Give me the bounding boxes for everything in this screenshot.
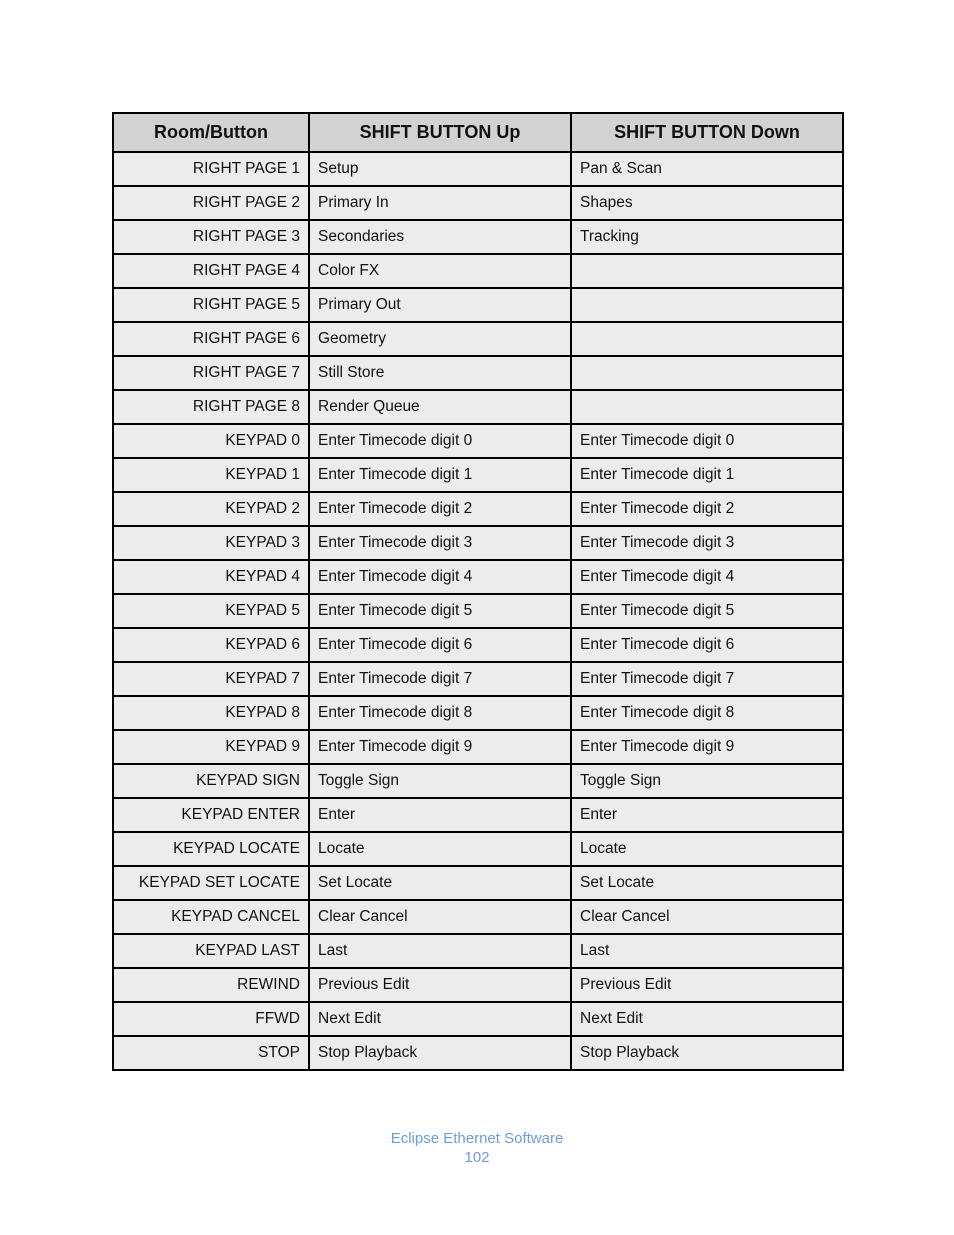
page-number: 102 bbox=[464, 1149, 490, 1166]
cell-shift-up: Enter bbox=[309, 798, 571, 832]
cell-shift-up: Color FX bbox=[309, 254, 571, 288]
table-row bbox=[113, 968, 843, 1002]
table-row bbox=[113, 866, 843, 900]
cell-shift-down: Stop Playback bbox=[571, 1036, 843, 1070]
cell-shift-down: Enter Timecode digit 7 bbox=[571, 662, 843, 696]
cell-room-button: STOP bbox=[113, 1036, 309, 1070]
cell-room-button: KEYPAD 2 bbox=[113, 492, 309, 526]
cell-shift-up: Locate bbox=[309, 832, 571, 866]
table-row bbox=[113, 1002, 843, 1036]
cell-room-button: KEYPAD 8 bbox=[113, 696, 309, 730]
cell-shift-down: Pan & Scan bbox=[571, 152, 843, 186]
cell-shift-down: Locate bbox=[571, 832, 843, 866]
cell-shift-up: Enter Timecode digit 0 bbox=[309, 424, 571, 458]
table-row bbox=[113, 560, 843, 594]
table-row bbox=[113, 322, 843, 356]
table-body bbox=[113, 152, 843, 1070]
cell-shift-up: Enter Timecode digit 4 bbox=[309, 560, 571, 594]
cell-room-button: KEYPAD 3 bbox=[113, 526, 309, 560]
table-row bbox=[113, 254, 843, 288]
header-room-button: Room/Button bbox=[113, 113, 309, 152]
cell-room-button: KEYPAD CANCEL bbox=[113, 900, 309, 934]
table-row bbox=[113, 356, 843, 390]
cell-shift-up: Enter Timecode digit 2 bbox=[309, 492, 571, 526]
table-row bbox=[113, 594, 843, 628]
cell-shift-up: Primary Out bbox=[309, 288, 571, 322]
cell-room-button: RIGHT PAGE 1 bbox=[113, 152, 309, 186]
cell-room-button: KEYPAD 6 bbox=[113, 628, 309, 662]
cell-shift-down: Enter Timecode digit 8 bbox=[571, 696, 843, 730]
cell-shift-up: Next Edit bbox=[309, 1002, 571, 1036]
header-shift-up: SHIFT BUTTON Up bbox=[309, 113, 571, 152]
cell-shift-down bbox=[571, 390, 843, 424]
cell-shift-up: Primary In bbox=[309, 186, 571, 220]
cell-room-button: KEYPAD LOCATE bbox=[113, 832, 309, 866]
table-row bbox=[113, 628, 843, 662]
table-row bbox=[113, 900, 843, 934]
cell-shift-up: Enter Timecode digit 5 bbox=[309, 594, 571, 628]
cell-shift-down: Enter Timecode digit 9 bbox=[571, 730, 843, 764]
table-row bbox=[113, 526, 843, 560]
cell-room-button: RIGHT PAGE 4 bbox=[113, 254, 309, 288]
table-row bbox=[113, 288, 843, 322]
cell-shift-up: Toggle Sign bbox=[309, 764, 571, 798]
cell-shift-down bbox=[571, 322, 843, 356]
cell-shift-down bbox=[571, 356, 843, 390]
cell-shift-down: Clear Cancel bbox=[571, 900, 843, 934]
footer-title: Eclipse Ethernet Software bbox=[390, 1130, 564, 1147]
cell-shift-up: Clear Cancel bbox=[309, 900, 571, 934]
cell-shift-down bbox=[571, 254, 843, 288]
cell-room-button: KEYPAD SET LOCATE bbox=[113, 866, 309, 900]
cell-shift-down: Enter Timecode digit 6 bbox=[571, 628, 843, 662]
cell-shift-up: Last bbox=[309, 934, 571, 968]
cell-room-button: KEYPAD ENTER bbox=[113, 798, 309, 832]
cell-shift-up: Setup bbox=[309, 152, 571, 186]
cell-shift-up: Previous Edit bbox=[309, 968, 571, 1002]
table-row bbox=[113, 220, 843, 254]
button-mapping-table bbox=[112, 112, 844, 1071]
cell-room-button: RIGHT PAGE 2 bbox=[113, 186, 309, 220]
cell-shift-up: Stop Playback bbox=[309, 1036, 571, 1070]
cell-shift-up: Geometry bbox=[309, 322, 571, 356]
cell-shift-up: Enter Timecode digit 8 bbox=[309, 696, 571, 730]
cell-room-button: RIGHT PAGE 6 bbox=[113, 322, 309, 356]
cell-room-button: KEYPAD 5 bbox=[113, 594, 309, 628]
table-row bbox=[113, 832, 843, 866]
cell-shift-down: Enter bbox=[571, 798, 843, 832]
cell-shift-down: Enter Timecode digit 2 bbox=[571, 492, 843, 526]
cell-shift-down: Previous Edit bbox=[571, 968, 843, 1002]
cell-room-button: KEYPAD 9 bbox=[113, 730, 309, 764]
cell-shift-down: Shapes bbox=[571, 186, 843, 220]
cell-room-button: FFWD bbox=[113, 1002, 309, 1036]
cell-shift-down: Toggle Sign bbox=[571, 764, 843, 798]
cell-room-button: REWIND bbox=[113, 968, 309, 1002]
cell-shift-up: Render Queue bbox=[309, 390, 571, 424]
cell-room-button: KEYPAD 0 bbox=[113, 424, 309, 458]
cell-shift-up: Secondaries bbox=[309, 220, 571, 254]
cell-shift-down: Set Locate bbox=[571, 866, 843, 900]
cell-room-button: KEYPAD 1 bbox=[113, 458, 309, 492]
table-row bbox=[113, 390, 843, 424]
table-row bbox=[113, 186, 843, 220]
cell-shift-up: Enter Timecode digit 6 bbox=[309, 628, 571, 662]
table-row bbox=[113, 798, 843, 832]
cell-shift-up: Enter Timecode digit 1 bbox=[309, 458, 571, 492]
cell-shift-down: Last bbox=[571, 934, 843, 968]
table-row bbox=[113, 696, 843, 730]
cell-room-button: KEYPAD 4 bbox=[113, 560, 309, 594]
cell-shift-down: Enter Timecode digit 4 bbox=[571, 560, 843, 594]
cell-room-button: RIGHT PAGE 5 bbox=[113, 288, 309, 322]
header-shift-down: SHIFT BUTTON Down bbox=[571, 113, 843, 152]
cell-room-button: RIGHT PAGE 3 bbox=[113, 220, 309, 254]
cell-shift-up: Still Store bbox=[309, 356, 571, 390]
cell-room-button: RIGHT PAGE 8 bbox=[113, 390, 309, 424]
cell-shift-down: Next Edit bbox=[571, 1002, 843, 1036]
cell-shift-down: Enter Timecode digit 3 bbox=[571, 526, 843, 560]
cell-room-button: RIGHT PAGE 7 bbox=[113, 356, 309, 390]
cell-shift-up: Enter Timecode digit 3 bbox=[309, 526, 571, 560]
table-row bbox=[113, 730, 843, 764]
table-row bbox=[113, 764, 843, 798]
cell-shift-down: Enter Timecode digit 5 bbox=[571, 594, 843, 628]
cell-shift-up: Enter Timecode digit 7 bbox=[309, 662, 571, 696]
cell-shift-up: Enter Timecode digit 9 bbox=[309, 730, 571, 764]
cell-shift-down: Enter Timecode digit 0 bbox=[571, 424, 843, 458]
table-header-row bbox=[113, 113, 843, 152]
table-row bbox=[113, 458, 843, 492]
table-row bbox=[113, 1036, 843, 1070]
cell-shift-down bbox=[571, 288, 843, 322]
cell-shift-down: Enter Timecode digit 1 bbox=[571, 458, 843, 492]
cell-room-button: KEYPAD 7 bbox=[113, 662, 309, 696]
cell-room-button: KEYPAD LAST bbox=[113, 934, 309, 968]
table-row bbox=[113, 492, 843, 526]
table-row bbox=[113, 424, 843, 458]
table-row bbox=[113, 662, 843, 696]
table-row bbox=[113, 934, 843, 968]
cell-shift-down: Tracking bbox=[571, 220, 843, 254]
cell-room-button: KEYPAD SIGN bbox=[113, 764, 309, 798]
table-row bbox=[113, 152, 843, 186]
cell-shift-up: Set Locate bbox=[309, 866, 571, 900]
